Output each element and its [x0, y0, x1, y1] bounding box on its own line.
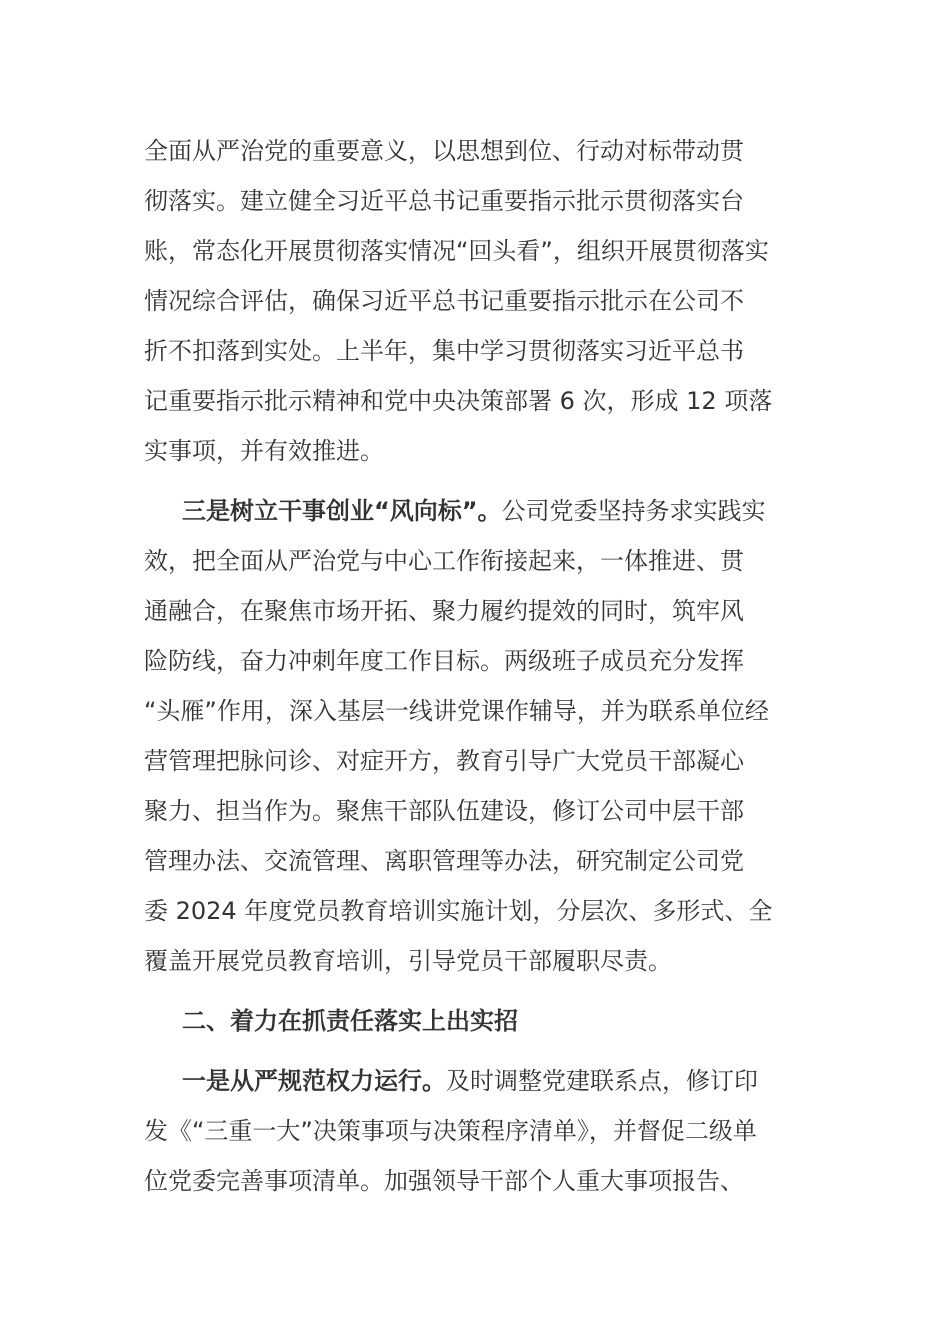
- text-line: 全面从严治党的重要意义，以思想到位、行动对标带动贯: [144, 137, 744, 165]
- text-line: 营管理把脉问诊、对症开方，教育引导广大党员干部凝心: [144, 747, 744, 775]
- text-run: 及时调整党建联系点，修订印: [446, 1067, 758, 1095]
- paragraph-2: [144, 486, 806, 986]
- text-line: 位党委完善事项清单。加强领导干部个人重大事项报告、: [144, 1167, 744, 1195]
- paragraph-heading: 三是树立干事创业“风向标”。: [182, 497, 502, 525]
- text-line: 委 2024 年度党员教育培训实施计划，分层次、多形式、全: [144, 897, 773, 925]
- text-line: 情况综合评估，确保习近平总书记重要指示批示在公司不: [144, 287, 744, 315]
- text-line: 账，常态化开展贯彻落实情况“回头看”，组织开展贯彻落实: [144, 237, 769, 265]
- text-line: 效，把全面从严治党与中心工作衔接起来，一体推进、贯: [144, 547, 744, 575]
- text-line: 覆盖开展党员教育培训，引导党员干部履职尽责。: [144, 947, 672, 975]
- text-line: “头雁”作用，深入基层一线讲党课作辅导，并为联系单位经: [144, 697, 769, 725]
- text-line: [144, 486, 806, 536]
- document-body: [144, 126, 806, 1206]
- text-line: 实事项，并有效推进。: [144, 437, 384, 465]
- text-run: 公司党委坚持务求实践实: [501, 497, 766, 525]
- text-line: 聚力、担当作为。聚焦干部队伍建设，修订公司中层干部: [144, 797, 744, 825]
- paragraph-heading: 一是从严规范权力运行。: [182, 1067, 446, 1095]
- text-line: 折不扣落到实处。上半年，集中学习贯彻落实习近平总书: [144, 337, 744, 365]
- text-line: 发《“三重一大”决策事项与决策程序清单》，并督促二级单: [144, 1117, 757, 1145]
- text-line: 记重要指示批示精神和党中央决策部署 6 次，形成 12 项落: [144, 387, 773, 415]
- paragraph-3: [144, 1056, 806, 1206]
- text-line: [144, 1056, 806, 1106]
- section-heading: 二、着力在抓责任落实上出实招: [182, 1007, 518, 1035]
- text-line: 险防线，奋力冲刺年度工作目标。两级班子成员充分发挥: [144, 647, 744, 675]
- text-line: 彻落实。建立健全习近平总书记重要指示批示贯彻落实台: [144, 187, 744, 215]
- paragraph-1: [144, 126, 806, 476]
- text-line: 管理办法、交流管理、离职管理等办法，研究制定公司党: [144, 847, 744, 875]
- text-line: 通融合，在聚焦市场开拓、聚力履约提效的同时，筑牢风: [144, 597, 744, 625]
